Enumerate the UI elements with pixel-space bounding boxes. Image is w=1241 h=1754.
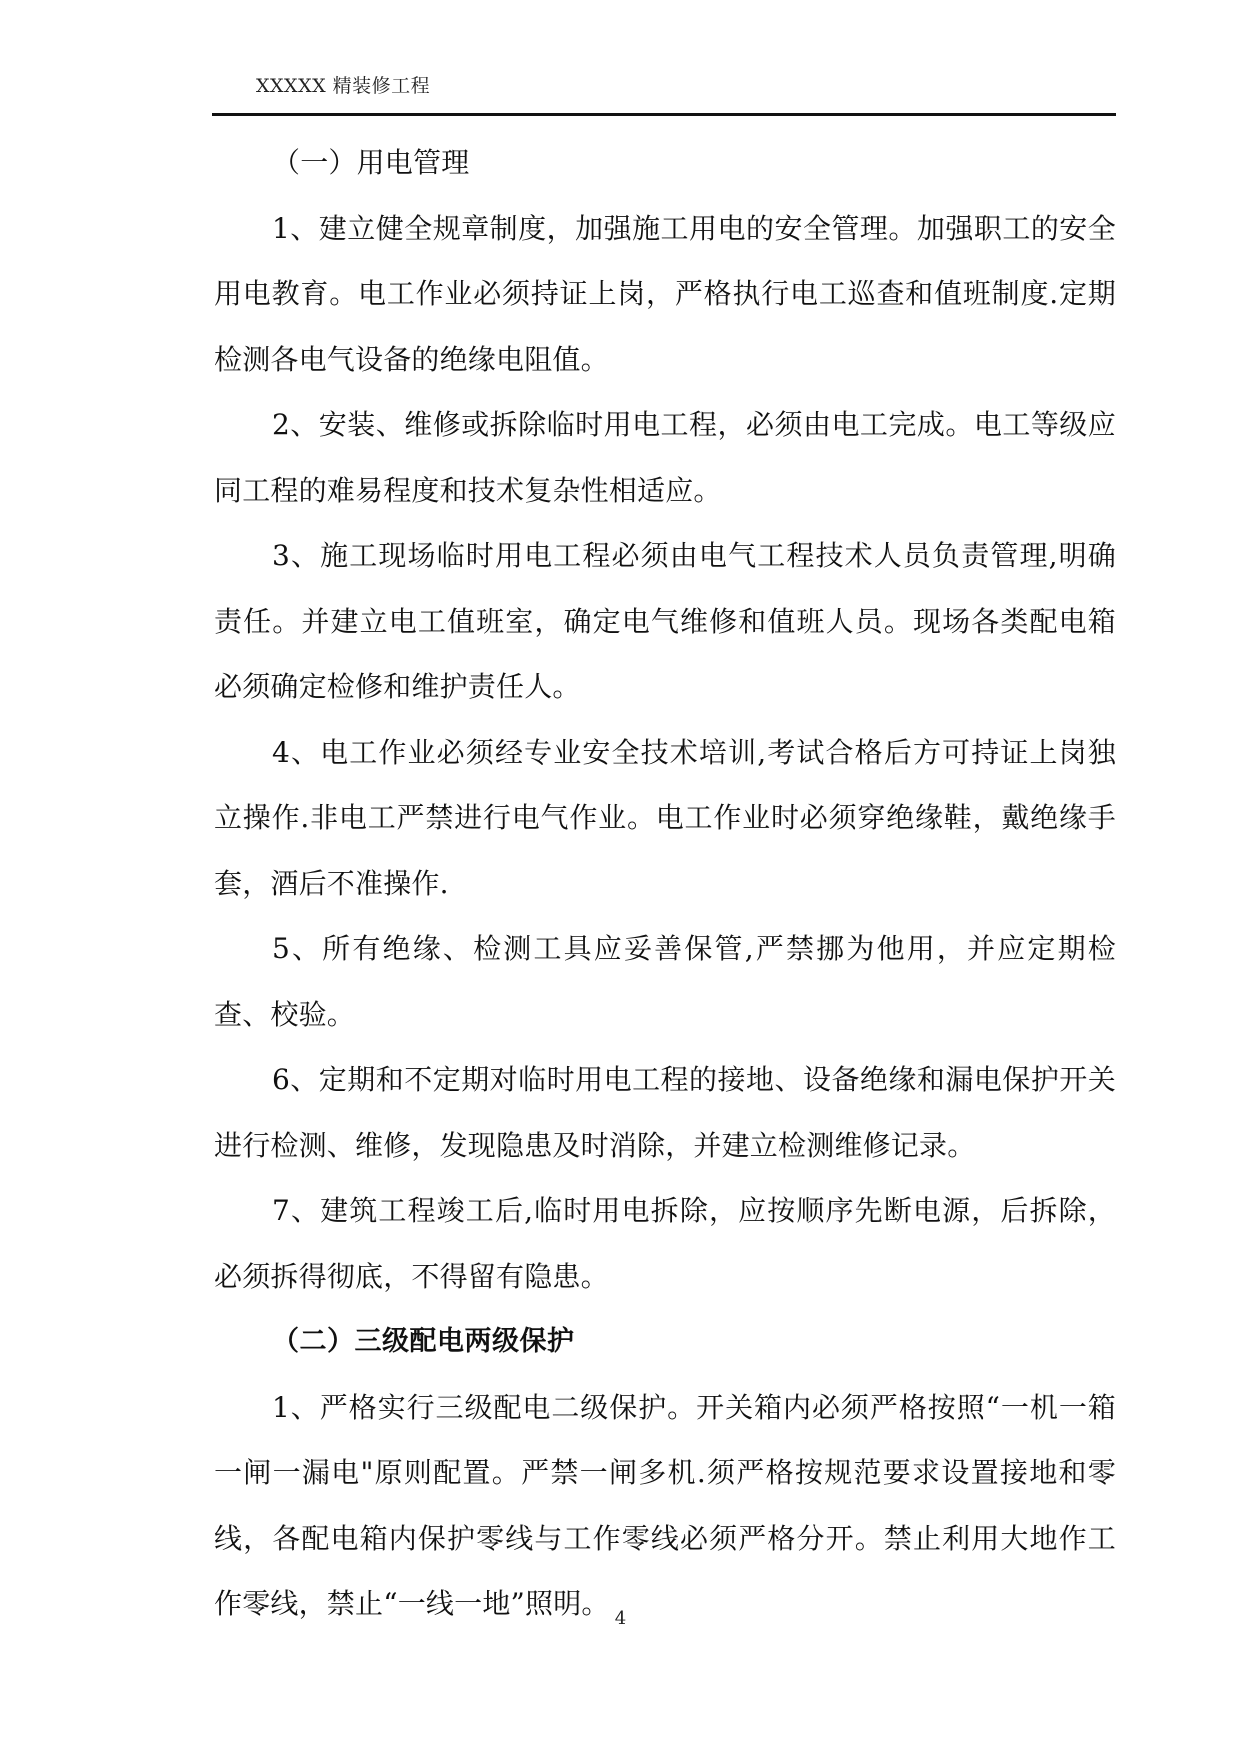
paragraph-item-6: 6、定期和不定期对临时用电工程的接地、设备绝缘和漏电保护开关进行检测、维修，发现隐患及时消除，并建立检测维修记录。 xyxy=(214,1063,1116,1162)
section-heading-power-management: （一）用电管理 xyxy=(272,146,470,179)
paragraph-item-2: 2、安装、维修或拆除临时用电工程，必须由电工完成。电工等级应同工程的难易程度和技术复杂性相适应。 xyxy=(214,408,1116,507)
page-header-title: XXXXX 精装修工程 xyxy=(256,75,431,97)
page-number: 4 xyxy=(614,1608,627,1629)
header-divider xyxy=(212,113,1116,116)
section-heading-three-level-distribution: （二）三级配电两级保护 xyxy=(272,1326,575,1357)
document-body xyxy=(214,130,1116,1637)
paragraph-item-4: 4、电工作业必须经专业安全技术培训,考试合格后方可持证上岗独立操作.非电工严禁进行电气作业。电工作业时必须穿绝缘鞋，戴绝缘手套，酒后不准操作. xyxy=(214,735,1116,900)
paragraph-item-5: 5、所有绝缘、检测工具应妥善保管,严禁挪为他用，并应定期检查、校验。 xyxy=(214,932,1116,1031)
paragraph-item-3: 3、施工现场临时用电工程必须由电气工程技术人员负责管理,明确责任。并建立电工值班室，确定电气维修和值班人员。现场各类配电箱必须确定检修和维护责任人。 xyxy=(214,539,1116,703)
paragraph-item-7: 7、建筑工程竣工后,临时用电拆除，应按顺序先断电源，后拆除，必须拆得彻底，不得留有隐患。 xyxy=(214,1194,1116,1293)
paragraph-item-1: 1、建立健全规章制度，加强施工用电的安全管理。加强职工的安全用电教育。电工作业必须持证上岗，严格执行电工巡查和值班制度.定期检测各电气设备的绝缘电阻值。 xyxy=(214,211,1116,376)
paragraph-item-2-1: 1、严格实行三级配电二级保护。开关箱内必须严格按照“一机一箱一闸一漏电"原则配置。严禁一闸多机.须严格按规范要求设置接地和零线，各配电箱内保护零线与工作零线必须严格分开。禁止利用大地作工作零线，禁止“一线一地”照明。 xyxy=(214,1390,1116,1620)
